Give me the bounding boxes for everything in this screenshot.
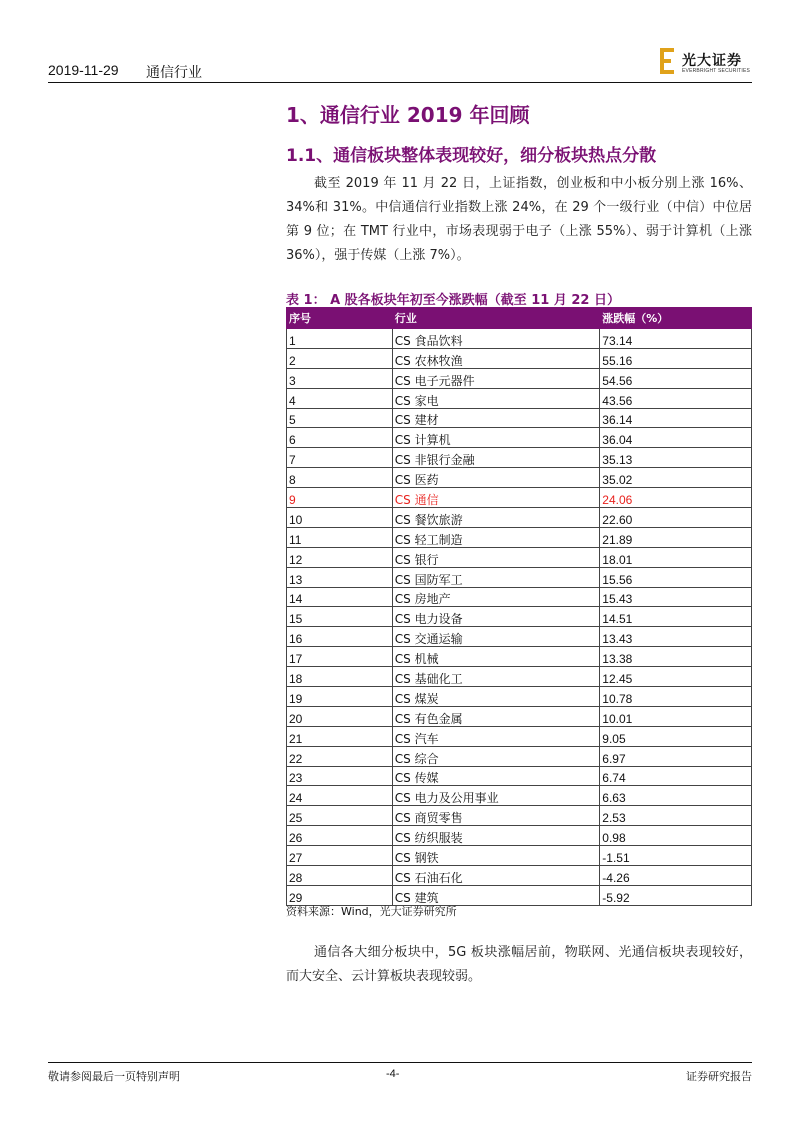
everbright-logo-icon xyxy=(660,48,676,74)
row-industry: CS 电子元器件 xyxy=(392,368,600,388)
row-number: 5 xyxy=(287,408,393,428)
row-number: 10 xyxy=(287,508,393,528)
table-row xyxy=(287,866,752,886)
table-row xyxy=(287,786,752,806)
row-number: 11 xyxy=(287,527,393,547)
table-row xyxy=(287,726,752,746)
row-number: 19 xyxy=(287,687,393,707)
row-number: 28 xyxy=(287,866,393,886)
row-industry: CS 银行 xyxy=(392,547,600,567)
table-source: 资料来源：Wind，光大证券研究所 xyxy=(286,905,457,918)
row-change: 6.97 xyxy=(600,746,752,766)
table-row xyxy=(287,567,752,587)
row-industry: CS 餐饮旅游 xyxy=(392,508,600,528)
row-industry: CS 交通运输 xyxy=(392,627,600,647)
row-number: 29 xyxy=(287,885,393,905)
row-number: 27 xyxy=(287,846,393,866)
row-number: 15 xyxy=(287,607,393,627)
row-change: 10.78 xyxy=(600,687,752,707)
row-change: 15.43 xyxy=(600,587,752,607)
row-number: 14 xyxy=(287,587,393,607)
row-industry: CS 纺织服装 xyxy=(392,826,600,846)
row-industry: CS 建材 xyxy=(392,408,600,428)
table-row xyxy=(287,667,752,687)
row-number: 1 xyxy=(287,329,393,349)
row-number: 16 xyxy=(287,627,393,647)
row-change: 2.53 xyxy=(600,806,752,826)
row-change: 36.04 xyxy=(600,428,752,448)
row-industry: CS 石油石化 xyxy=(392,866,600,886)
row-change: 10.01 xyxy=(600,706,752,726)
row-change: 15.56 xyxy=(600,567,752,587)
row-number: 26 xyxy=(287,826,393,846)
row-number: 20 xyxy=(287,706,393,726)
table-row xyxy=(287,329,752,349)
table-row xyxy=(287,806,752,826)
table-caption: 表 1： A 股各板块年初至今涨跌幅（截至 11 月 22 日） xyxy=(286,293,620,308)
row-number: 2 xyxy=(287,348,393,368)
intro-paragraph: 截至 2019 年 11 月 22 日，上证指数，创业板和中小板分别上涨 16%、34%和 31%。中信通信行业指数上涨 24%，在 29 个一级行业（中信）中位居第 9 位；在 TMT 行业中，市场表现弱于电子（上涨 55%）、弱于计算机（上涨 36%），强于传媒（上涨 7%）。 xyxy=(286,176,752,263)
row-industry: CS 建筑 xyxy=(392,885,600,905)
row-industry: CS 电力设备 xyxy=(392,607,600,627)
footer-divider xyxy=(48,1062,752,1063)
row-industry: CS 医药 xyxy=(392,468,600,488)
row-number: 22 xyxy=(287,746,393,766)
row-number: 9 xyxy=(287,488,393,508)
row-industry: CS 综合 xyxy=(392,746,600,766)
row-industry: CS 轻工制造 xyxy=(392,527,600,547)
table-row xyxy=(287,368,752,388)
row-industry: CS 通信 xyxy=(392,488,600,508)
table-row xyxy=(287,766,752,786)
logo-subtext: EVERBRIGHT SECURITIES xyxy=(682,68,751,74)
table-row xyxy=(287,547,752,567)
row-number: 13 xyxy=(287,567,393,587)
row-change: -4.26 xyxy=(600,866,752,886)
row-change: 35.02 xyxy=(600,468,752,488)
row-industry: CS 煤炭 xyxy=(392,687,600,707)
row-industry: CS 汽车 xyxy=(392,726,600,746)
table-row xyxy=(287,488,752,508)
row-change: 54.56 xyxy=(600,368,752,388)
row-change: 12.45 xyxy=(600,667,752,687)
table-row xyxy=(287,527,752,547)
row-number: 21 xyxy=(287,726,393,746)
row-change: 9.05 xyxy=(600,726,752,746)
row-change: 24.06 xyxy=(600,488,752,508)
row-number: 3 xyxy=(287,368,393,388)
row-change: -1.51 xyxy=(600,846,752,866)
row-industry: CS 计算机 xyxy=(392,428,600,448)
row-number: 6 xyxy=(287,428,393,448)
row-change: 13.38 xyxy=(600,647,752,667)
report-date: 2019-11-29 xyxy=(48,62,119,78)
row-industry: CS 房地产 xyxy=(392,587,600,607)
row-industry: CS 商贸零售 xyxy=(392,806,600,826)
logo-text: 光大证券 xyxy=(682,53,742,69)
row-number: 25 xyxy=(287,806,393,826)
header-divider xyxy=(48,82,752,83)
row-change: 18.01 xyxy=(600,547,752,567)
table-row xyxy=(287,706,752,726)
table-row xyxy=(287,687,752,707)
row-number: 17 xyxy=(287,647,393,667)
row-change: 73.14 xyxy=(600,329,752,349)
table-row xyxy=(287,846,752,866)
row-industry: CS 基础化工 xyxy=(392,667,600,687)
row-number: 18 xyxy=(287,667,393,687)
header-industry: 行业 xyxy=(392,308,600,329)
row-industry: CS 食品饮料 xyxy=(392,329,600,349)
table-row xyxy=(287,428,752,448)
subsection-heading: 1.1、通信板块整体表现较好，细分板块热点分散 xyxy=(286,146,657,166)
row-change: 14.51 xyxy=(600,607,752,627)
row-change: -5.92 xyxy=(600,885,752,905)
row-industry: CS 钢铁 xyxy=(392,846,600,866)
row-industry: CS 非银行金融 xyxy=(392,448,600,468)
row-number: 12 xyxy=(287,547,393,567)
row-change: 36.14 xyxy=(600,408,752,428)
row-change: 22.60 xyxy=(600,508,752,528)
header-no: 序号 xyxy=(287,308,393,329)
row-change: 21.89 xyxy=(600,527,752,547)
row-change: 35.13 xyxy=(600,448,752,468)
summary-paragraph: 通信各大细分板块中，5G 板块涨幅居前，物联网、光通信板块表现较好，而大安全、云计算板块表现较弱。 xyxy=(286,945,752,984)
table-row xyxy=(287,587,752,607)
table-header-row xyxy=(287,308,752,329)
table-row xyxy=(287,607,752,627)
row-number: 8 xyxy=(287,468,393,488)
table-row xyxy=(287,468,752,488)
industry-returns-table xyxy=(286,307,752,906)
table-row xyxy=(287,647,752,667)
footer-doc-type: 证券研究报告 xyxy=(686,1070,752,1083)
table-row xyxy=(287,746,752,766)
row-number: 7 xyxy=(287,448,393,468)
table-row xyxy=(287,448,752,468)
footer-disclaimer: 敬请参阅最后一页特别声明 xyxy=(48,1070,180,1083)
row-industry: CS 传媒 xyxy=(392,766,600,786)
row-change: 0.98 xyxy=(600,826,752,846)
report-industry: 通信行业 xyxy=(146,65,202,81)
row-number: 4 xyxy=(287,388,393,408)
row-change: 13.43 xyxy=(600,627,752,647)
page-number: -4- xyxy=(386,1068,400,1080)
everbright-logo xyxy=(660,48,752,78)
header-change: 涨跌幅（%） xyxy=(600,308,752,329)
table-row xyxy=(287,348,752,368)
row-change: 6.74 xyxy=(600,766,752,786)
row-number: 24 xyxy=(287,786,393,806)
row-change: 55.16 xyxy=(600,348,752,368)
row-industry: CS 农林牧渔 xyxy=(392,348,600,368)
row-change: 6.63 xyxy=(600,786,752,806)
row-industry: CS 有色金属 xyxy=(392,706,600,726)
row-industry: CS 电力及公用事业 xyxy=(392,786,600,806)
row-industry: CS 国防军工 xyxy=(392,567,600,587)
row-industry: CS 家电 xyxy=(392,388,600,408)
section-heading: 1、通信行业 2019 年回顾 xyxy=(286,103,530,127)
row-industry: CS 机械 xyxy=(392,647,600,667)
row-number: 23 xyxy=(287,766,393,786)
table-row xyxy=(287,627,752,647)
table-row xyxy=(287,826,752,846)
table-row xyxy=(287,408,752,428)
table-row xyxy=(287,508,752,528)
row-change: 43.56 xyxy=(600,388,752,408)
table-row xyxy=(287,388,752,408)
